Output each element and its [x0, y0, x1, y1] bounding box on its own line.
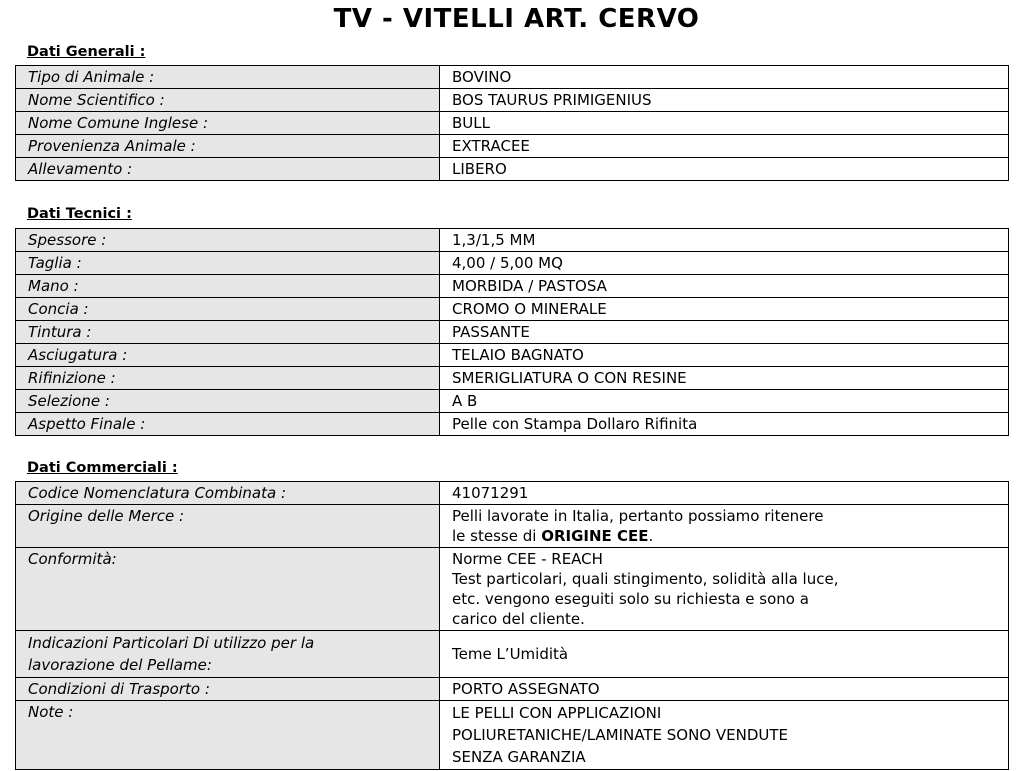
row-value: 1,3/1,5 MM	[440, 229, 1009, 252]
table-row	[16, 66, 1009, 89]
row-value: Pelle con Stampa Dollaro Rifinita	[440, 413, 1009, 436]
row-value: BOVINO	[440, 66, 1009, 89]
row-value: Teme L’Umidità	[440, 631, 1009, 678]
table-row	[16, 158, 1009, 181]
conformita-line: Test particolari, quali stingimento, solidità alla luce,	[452, 570, 839, 588]
table-row	[16, 321, 1009, 344]
row-value-conformita	[440, 548, 1009, 631]
indicazioni-label-line-1: Indicazioni Particolari Di utilizzo per la	[28, 634, 315, 652]
table-dati-commerciali	[15, 481, 1009, 770]
row-value: PORTO ASSEGNATO	[440, 678, 1009, 701]
table-row-trasporto	[16, 678, 1009, 701]
row-label: Provenienza Animale :	[16, 135, 440, 158]
row-label: Tipo di Animale :	[16, 66, 440, 89]
row-label: Note :	[16, 701, 440, 770]
conformita-line: Norme CEE - REACH	[452, 550, 603, 568]
table-row	[16, 252, 1009, 275]
section-heading-tecnici: Dati Tecnici :	[27, 206, 132, 222]
row-value: TELAIO BAGNATO	[440, 344, 1009, 367]
table-row	[16, 367, 1009, 390]
row-label: Spessore :	[16, 229, 440, 252]
document-title: TV - VITELLI ART. CERVO	[333, 4, 700, 34]
table-row	[16, 413, 1009, 436]
row-value: BULL	[440, 112, 1009, 135]
row-value: CROMO O MINERALE	[440, 298, 1009, 321]
row-value: MORBIDA / PASTOSA	[440, 275, 1009, 298]
note-line: POLIURETANICHE/LAMINATE SONO VENDUTE	[452, 726, 789, 744]
table-row-conformita	[16, 548, 1009, 631]
table-row-note	[16, 701, 1009, 770]
row-label: Origine delle Merce :	[16, 505, 440, 548]
row-value: SMERIGLIATURA O CON RESINE	[440, 367, 1009, 390]
table-row-origine	[16, 505, 1009, 548]
row-value-note	[440, 701, 1009, 770]
table-row	[16, 112, 1009, 135]
row-label: Codice Nomenclatura Combinata :	[16, 482, 440, 505]
row-label: Conformità:	[16, 548, 440, 631]
row-label: Nome Comune Inglese :	[16, 112, 440, 135]
table-row-codice	[16, 482, 1009, 505]
origine-line-1: Pelli lavorate in Italia, pertanto possiamo ritenere	[452, 507, 824, 525]
row-value: PASSANTE	[440, 321, 1009, 344]
origine-cee-highlight: ORIGINE CEE	[541, 527, 649, 545]
table-row	[16, 344, 1009, 367]
row-label: Nome Scientifico :	[16, 89, 440, 112]
table-row	[16, 135, 1009, 158]
table-row	[16, 89, 1009, 112]
table-row	[16, 275, 1009, 298]
origine-line-2	[452, 526, 1002, 546]
conformita-line: carico del cliente.	[452, 610, 585, 628]
row-value: A B	[440, 390, 1009, 413]
table-row	[16, 390, 1009, 413]
row-label: Tintura :	[16, 321, 440, 344]
row-value: 41071291	[440, 482, 1009, 505]
section-heading-generali: Dati Generali :	[27, 44, 146, 60]
note-line: SENZA GARANZIA	[452, 748, 586, 766]
origine-line-2-prefix: le stesse di	[452, 527, 542, 545]
section-heading-commerciali: Dati Commerciali :	[27, 460, 178, 476]
table-row-indicazioni	[16, 631, 1009, 678]
row-value: EXTRACEE	[440, 135, 1009, 158]
row-label: Selezione :	[16, 390, 440, 413]
row-label: Allevamento :	[16, 158, 440, 181]
row-value: 4,00 / 5,00 MQ	[440, 252, 1009, 275]
row-label: Mano :	[16, 275, 440, 298]
row-label: Asciugatura :	[16, 344, 440, 367]
row-label-indicazioni	[16, 631, 440, 678]
table-row	[16, 229, 1009, 252]
table-row	[16, 298, 1009, 321]
row-label: Taglia :	[16, 252, 440, 275]
table-dati-tecnici	[15, 228, 1009, 436]
table-dati-generali	[15, 65, 1009, 181]
conformita-line: etc. vengono eseguiti solo su richiesta e sono a	[452, 590, 809, 608]
row-value-origine	[440, 505, 1009, 548]
row-value: BOS TAURUS PRIMIGENIUS	[440, 89, 1009, 112]
row-label: Condizioni di Trasporto :	[16, 678, 440, 701]
row-label: Aspetto Finale :	[16, 413, 440, 436]
origine-line-2-suffix: .	[648, 527, 654, 545]
note-line: LE PELLI CON APPLICAZIONI	[452, 704, 662, 722]
row-value: LIBERO	[440, 158, 1009, 181]
row-label: Concia :	[16, 298, 440, 321]
indicazioni-label-line-2: lavorazione del Pellame:	[28, 656, 212, 674]
row-label: Rifinizione :	[16, 367, 440, 390]
